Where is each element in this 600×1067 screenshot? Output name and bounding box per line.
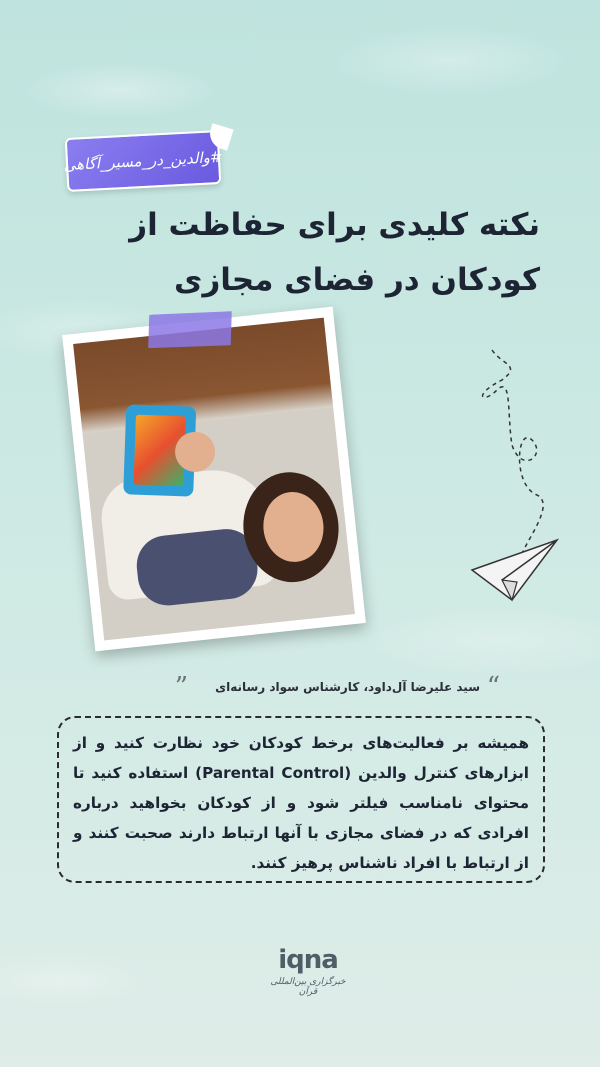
paper-plane-icon <box>462 345 572 605</box>
logo-wordmark: iqna <box>278 945 338 975</box>
quote-open-mark: “ <box>486 672 500 702</box>
tape-decoration <box>146 309 234 351</box>
quote-box <box>57 716 545 883</box>
quote-close-mark: ” <box>174 672 188 702</box>
photo-frame <box>62 307 366 652</box>
page-curl-decoration <box>206 123 233 150</box>
hashtag-text: #والدین_در_مسیر_آگاهی <box>63 147 223 175</box>
hashtag-label <box>65 130 222 192</box>
iqna-logo <box>262 945 354 1015</box>
quote-source: سید علیرضا آل‌داود، کارشناس سواد رسانه‌ای <box>215 680 480 694</box>
logo-tagline: خبرگزاری بین‌المللی قرآن <box>270 977 346 997</box>
quote-text: همیشه بر فعالیت‌های برخط کودکان خود نظارت کنید و از ابزارهای کنترل والدین (Parental Control) استفاده کنید تا محتوای نامناسب فیلتر شود و از کودکان بخواهید درباره افرادی که در فضای مجازی با آنها ارتباط دارند صحبت کنند و از ارتباط با افراد ناشناس پرهیز کنند. <box>73 734 529 872</box>
page-title: نکته کلیدی برای حفاظت از کودکان در فضای مجازی <box>129 207 540 298</box>
child-with-tablet-photo <box>73 318 355 641</box>
